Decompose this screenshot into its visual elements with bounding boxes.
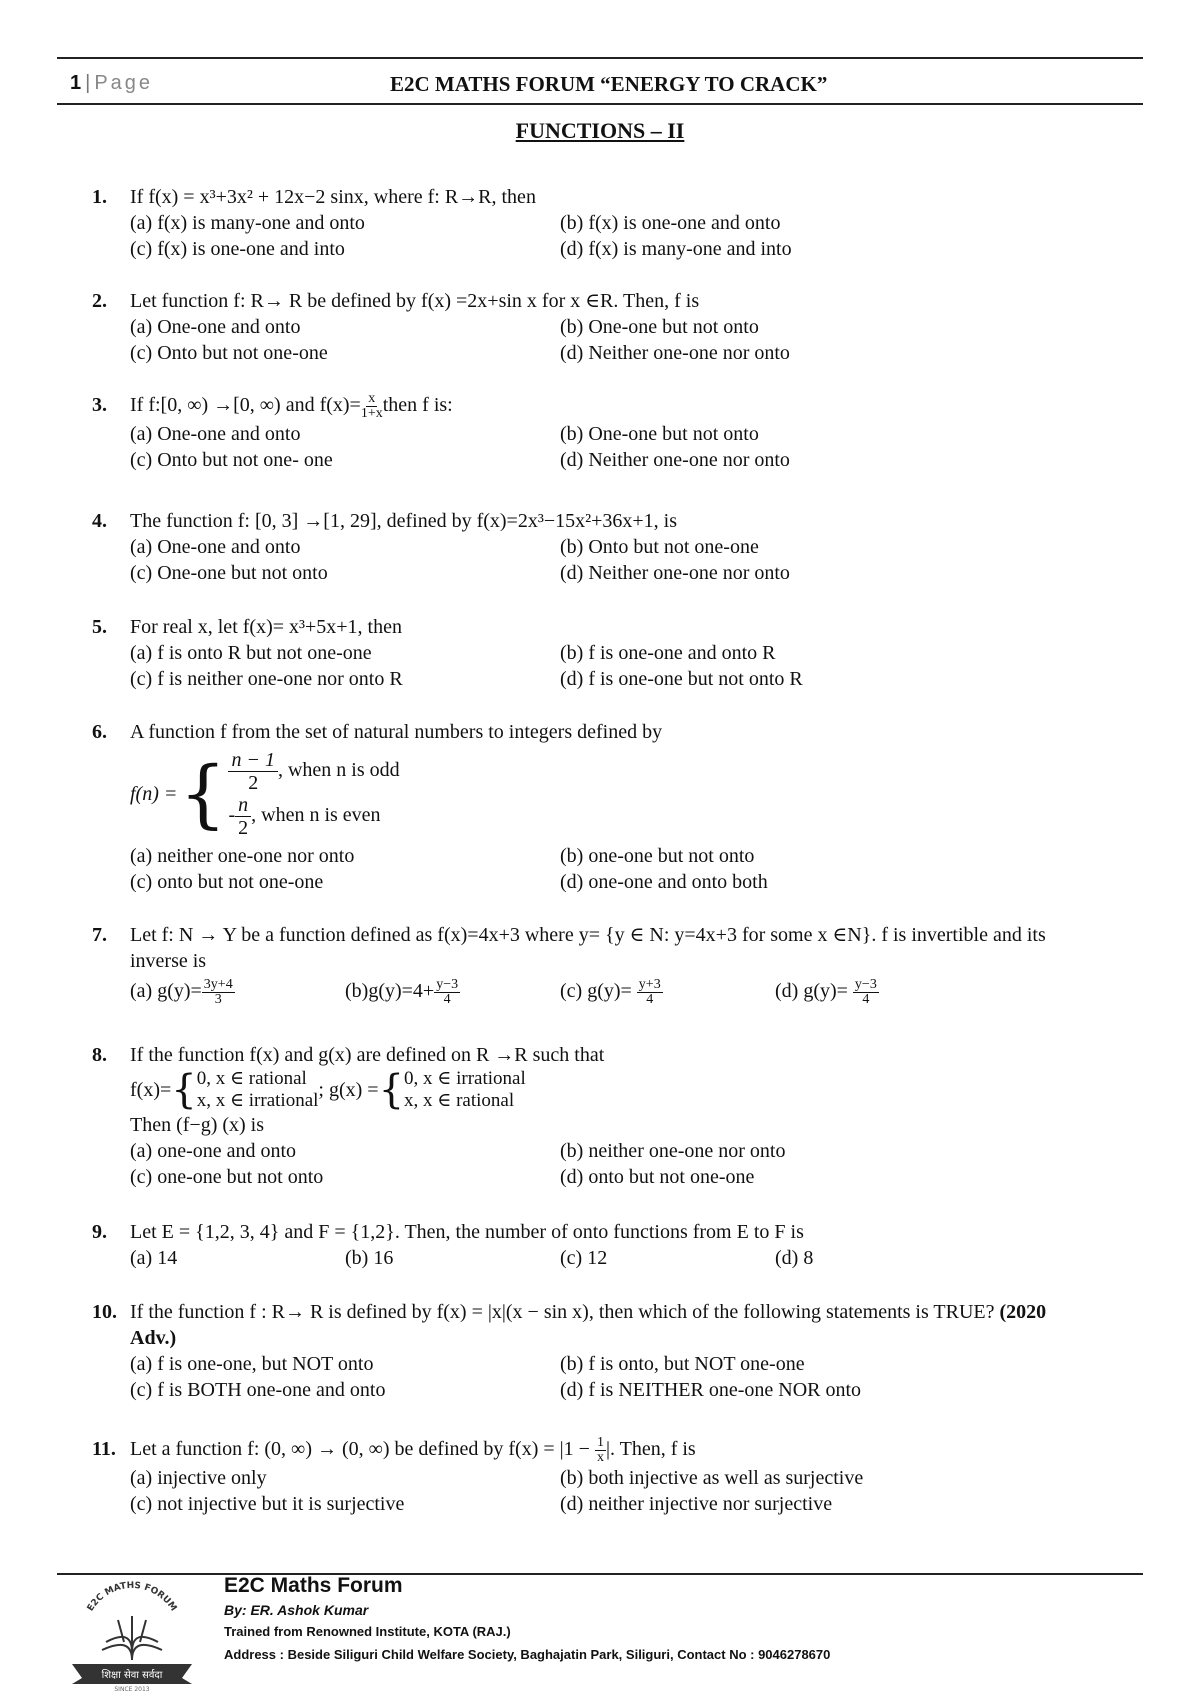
footer-trained: Trained from Renowned Institute, KOTA (RAJ.) <box>224 1624 511 1639</box>
question-3 <box>92 392 1092 473</box>
question-stem-end: |. Then, f is <box>605 1438 696 1461</box>
option-a: (a) One-one and onto <box>130 423 301 445</box>
option-d: (d) onto but not one-one <box>560 1166 755 1188</box>
option-c: (c) one-one but not onto <box>130 1166 324 1188</box>
option-c: (c) not injective but it is surjective <box>130 1493 405 1515</box>
forum-logo <box>68 1572 196 1692</box>
footer-org: E2C Maths Forum <box>224 1574 403 1597</box>
question-11 <box>92 1436 1092 1517</box>
question-stem: For real x, let f(x)= x³+5x+1, then <box>130 616 402 638</box>
option-d: (d) neither injective nor surjective <box>560 1493 833 1515</box>
question-9 <box>92 1219 1092 1271</box>
question-stem: Let f: N → Y be a function defined as f(x)=4x+3 where y= {y ∈ N: y=4x+3 for some x ∈N}. f is invertible and its inverse is <box>130 924 1046 972</box>
question-number: 6. <box>92 721 107 743</box>
function-label: f(n) = <box>130 782 178 805</box>
option-a: (a) neither one-one nor onto <box>130 845 355 867</box>
question-6 <box>92 719 1092 895</box>
option-a: (a) f is onto R but not one-one <box>130 642 372 664</box>
option-c: (c) f is BOTH one-one and onto <box>130 1379 386 1401</box>
piecewise-f-g: f(x)= { 0, x ∈ rational x, x ∈ irrational ; g(x) = { 0, x ∈ irrational x, x ∈ rational <box>130 1067 526 1113</box>
option-c: (c) f is neither one-one nor onto R <box>130 668 403 690</box>
option-a: (a) one-one and onto <box>130 1140 297 1162</box>
header-rule <box>57 103 1143 105</box>
question-stem-end: then f is: <box>382 394 453 417</box>
option-b: (b) f is onto, but NOT one-one <box>560 1353 805 1375</box>
option-b: (b) One-one but not onto <box>560 316 759 338</box>
question-10 <box>92 1299 1092 1403</box>
question-number: 7. <box>92 924 107 946</box>
question-stem: The function f: [0, 3] →[1, 29], defined by f(x)=2x³−15x²+36x+1, is <box>130 510 678 532</box>
left-brace: { <box>179 751 227 837</box>
question-stem-start: Let a function f: (0, ∞) → (0, ∞) be defined by f(x) = |1 − <box>130 1438 595 1461</box>
option-d: (d) Neither one-one nor onto <box>560 449 790 471</box>
question-2 <box>92 288 1092 366</box>
footer-address: Address : Beside Siliguri Child Welfare Society, Baghajatin Park, Siliguri, Contact No : 9046278670 <box>224 1647 831 1662</box>
option-d: (d) Neither one-one nor onto <box>560 342 790 364</box>
question-stem: Let function f: R→ R be defined by f(x) =2x+sin x for x ∈R. Then, f is <box>130 290 700 312</box>
option-d: (d) one-one and onto both <box>560 871 768 893</box>
question-number: 8. <box>92 1044 107 1066</box>
option-b: (b) Onto but not one-one <box>560 536 759 558</box>
option-b: (b) one-one but not onto <box>560 845 755 867</box>
option-c: (c) f(x) is one-one and into <box>130 238 345 260</box>
question-number: 9. <box>92 1221 107 1243</box>
piecewise-g: { 0, x ∈ irrational x, x ∈ rational <box>378 1067 526 1113</box>
option-c: (c) One-one but not onto <box>130 562 328 584</box>
question-number: 11. <box>92 1438 116 1460</box>
question-8 <box>92 1042 1092 1190</box>
fraction: $\frac{x}{1+x}$ <box>360 391 383 421</box>
logo-since: SINCE 2013 <box>114 1686 150 1692</box>
option-a: (a) injective only <box>130 1467 267 1489</box>
question-stem-start: If f:[0, ∞) →[0, ∞) and f(x)= <box>130 394 361 417</box>
then-text: Then (f−g) (x) is <box>130 1114 265 1136</box>
option-a: (a) f is one-one, but NOT onto <box>130 1353 374 1375</box>
logo-banner-text: शिक्षा सेवा सर्वदा <box>101 1670 163 1681</box>
option-b: (b) f is one-one and onto R <box>560 642 776 664</box>
option-d: (d) 8 <box>775 1247 814 1269</box>
question-stem: If the function f(x) and g(x) are defined on R →R such that <box>130 1044 605 1066</box>
exam-tag: (2020 Adv.) <box>130 1301 1047 1349</box>
question-number: 2. <box>92 290 107 312</box>
page-indicator: 1 | Page <box>70 72 154 94</box>
page-word: Page <box>94 72 154 94</box>
question-5 <box>92 614 1092 692</box>
option-b: (b) One-one but not onto <box>560 423 759 445</box>
question-number: 3. <box>92 394 107 416</box>
option-d: (d) g(y)= $\frac{y-3}{4}$ <box>775 977 877 1007</box>
question-1 <box>92 184 1092 262</box>
option-a: (a) f(x) is many-one and onto <box>130 212 365 234</box>
option-b: (b) 16 <box>345 1247 394 1269</box>
piecewise-f: { 0, x ∈ rational x, x ∈ irrational <box>171 1067 319 1113</box>
option-a: (a) One-one and onto <box>130 316 301 338</box>
question-4 <box>92 508 1092 586</box>
option-a: (a) 14 <box>130 1247 178 1269</box>
question-stem: Let E = {1,2, 3, 4} and F = {1,2}. Then, the number of onto functions from E to F is <box>130 1221 804 1243</box>
footer-rule <box>57 1573 1143 1575</box>
question-stem: A function f from the set of natural numbers to integers defined by <box>130 721 663 743</box>
question-stem: If f(x) = x³+3x² + 12x−2 sinx, where f: R→R, then <box>130 186 536 208</box>
option-c: (c) Onto but not one- one <box>130 449 333 471</box>
case-odd: $\frac{n - 1}{2}$ , when n is odd <box>228 749 399 794</box>
option-c: (c) 12 <box>560 1247 608 1269</box>
question-number: 5. <box>92 616 107 638</box>
page-number: 1 <box>70 72 82 94</box>
top-rule <box>57 57 1143 59</box>
question-number: 1. <box>92 186 107 208</box>
logo-arc-text: E2C MATHS FORUM <box>85 1580 179 1614</box>
fraction: $\frac{1}{x}$ <box>596 1435 604 1465</box>
footer-by: By: ER. Ashok Kumar <box>224 1602 369 1618</box>
option-a: (a) One-one and onto <box>130 536 301 558</box>
option-b: (b)g(y)=4+ $\frac{y-3}{4}$ <box>345 977 459 1007</box>
case-even: - $\frac{n}{2}$ , when n is even <box>228 794 381 839</box>
option-c: (c) onto but not one-one <box>130 871 324 893</box>
option-a: (a) g(y)= $\frac{3y+4}{3}$ <box>130 977 233 1007</box>
book-icon <box>102 1616 162 1660</box>
question-stem: If the function f : R→ R is defined by f(x) = |x|(x − sin x), then which of the following statements is TRUE? <box>130 1301 995 1323</box>
option-d: (d) f is one-one but not onto R <box>560 668 803 690</box>
option-d: (d) f is NEITHER one-one NOR onto <box>560 1379 862 1401</box>
option-b: (b) both injective as well as surjective <box>560 1467 864 1489</box>
piecewise-definition <box>92 749 1092 839</box>
question-number: 10. <box>92 1301 117 1323</box>
option-d: (d) Neither one-one nor onto <box>560 562 790 584</box>
option-b: (b) neither one-one nor onto <box>560 1140 786 1162</box>
option-c: (c) Onto but not one-one <box>130 342 328 364</box>
option-b: (b) f(x) is one-one and onto <box>560 212 781 234</box>
option-d: (d) f(x) is many-one and into <box>560 238 792 260</box>
option-c: (c) g(y)= $\frac{y+3}{4}$ <box>560 977 661 1007</box>
question-number: 4. <box>92 510 107 532</box>
question-7 <box>92 922 1092 1007</box>
header-title: E2C MATHS FORUM “ENERGY TO CRACK” <box>390 72 828 96</box>
document-title: FUNCTIONS – II <box>515 118 685 143</box>
